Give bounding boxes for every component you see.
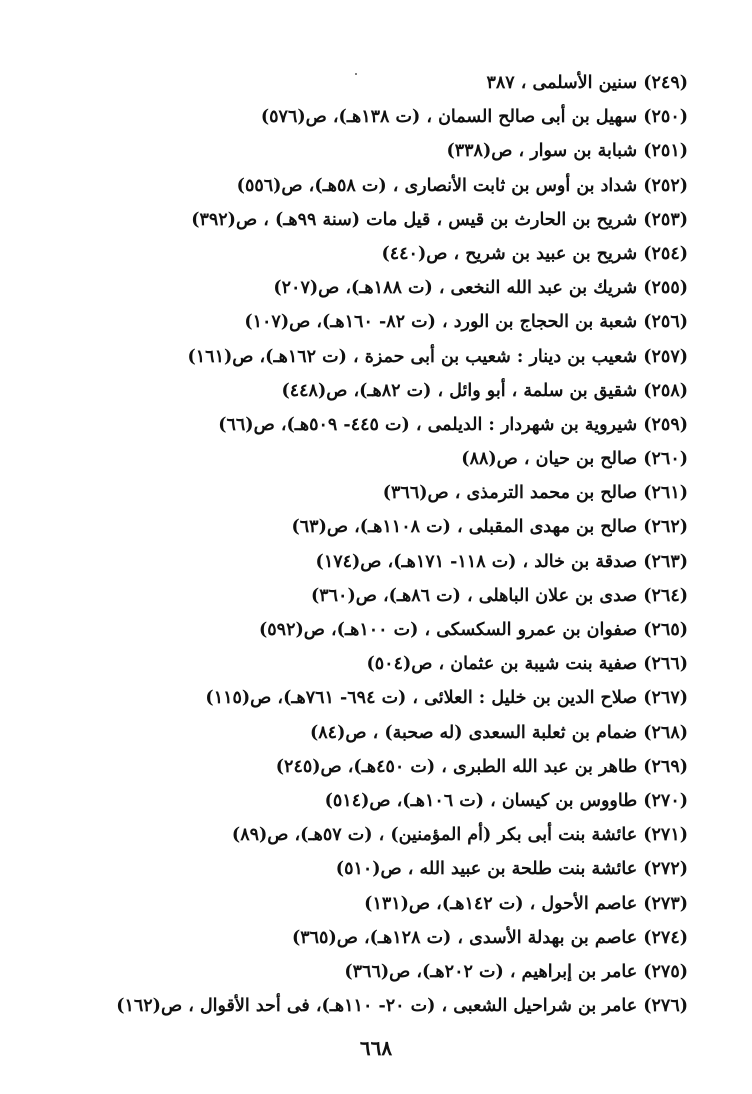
index-entry-255: (٢٥٥) شريك بن عبد الله النخعى ، (ت ١٨٨هـ)، ص(٢٠٧) — [273, 278, 688, 299]
index-entry-268: (٢٦٨) ضمام بن ثعلبة السعدى (له صحبة) ، ص(٨٤) — [309, 722, 688, 743]
index-entry-270: (٢٧٠) طاووس بن كيسان ، (ت ١٠٦هـ)، ص(٥١٤) — [324, 790, 688, 811]
index-entry-272: (٢٧٢) عائشة بنت طلحة بن عبيد الله ، ص(٥١٠) — [335, 859, 688, 880]
index-entry-259: (٢٥٩) شيروية بن شهردار : الديلمى ، (ت ٤٤٥- ٥٠٩هـ)، ص(٦٦) — [218, 414, 688, 435]
index-entry-265: (٢٦٥) صفوان بن عمرو السكسكى ، (ت ١٠٠هـ)، ص(٥٩٢) — [259, 620, 688, 640]
index-entry-254: (٢٥٤) شريح بن عبيد بن شريح ، ص(٤٤٠) — [381, 243, 688, 264]
index-entry-263: (٢٦٣) صدقة بن خالد ، (ت ١١٨- ١٧١هـ)، ص(١٧٤) — [315, 551, 688, 572]
index-entry-260: (٢٦٠) صالح بن حيان ، ص(٨٨) — [461, 449, 688, 470]
page-number: ٦٦٨ — [359, 1036, 393, 1060]
index-entry-274: (٢٧٤) عاصم بن بهدلة الأسدى ، (ت ١٢٨هـ)، ص(٣٦٥) — [291, 927, 688, 948]
index-entry-269: (٢٦٩) طاهر بن عبد الله الطبرى ، (ت ٤٥٠هـ)، ص(٢٤٥) — [275, 756, 688, 777]
index-entry-275: (٢٧٥) عامر بن إبراهيم ، (ت ٢٠٢هـ)، ص(٣٦٦) — [344, 961, 688, 982]
index-entry-251: (٢٥١) شبابة بن سوار ، ص(٣٣٨) — [446, 141, 688, 162]
index-entry-261: (٢٦١) صالح بن محمد الترمذى ، ص(٣٦٦) — [382, 483, 688, 504]
index-entry-249: (٢٤٩) سنين الأسلمى ، ٣٨٧ — [486, 73, 688, 93]
index-entry-276: (٢٧٦) عامر بن شراحيل الشعبى ، (ت ٢٠- ١١٠هـ)، فى أحد الأقوال ، ص(١٦٢) — [116, 996, 688, 1017]
biography-index-list — [78, 66, 688, 1023]
index-entry-267: (٢٦٧) صلاح الدين بن خليل : العلائى ، (ت ٦٩٤- ٧٦١هـ)، ص(١١٥) — [205, 688, 688, 709]
index-entry-258: (٢٥٨) شقيق بن سلمة ، أبو وائل ، (ت ٨٢هـ)، ص(٤٤٨) — [281, 380, 688, 401]
index-entry-252: (٢٥٢) شداد بن أوس بن ثابت الأنصارى ، (ت ٥٨هـ)، ص(٥٥٦) — [236, 175, 688, 196]
index-entry-273: (٢٧٣) عاصم الأحول ، (ت ١٤٢هـ)، ص(١٣١) — [364, 893, 688, 914]
index-entry-264: (٢٦٤) صدى بن علان الباهلى ، (ت ٨٦هـ)، ص(٣٦٠) — [310, 585, 688, 606]
index-entry-262: (٢٦٢) صالح بن مهدى المقبلى ، (ت ١١٠٨هـ)، ص(٦٣) — [291, 517, 688, 538]
index-entry-256: (٢٥٦) شعبة بن الحجاج بن الورد ، (ت ٨٢- ١٦٠هـ)، ص(١٠٧) — [244, 312, 688, 333]
index-entry-271: (٢٧١) عائشة بنت أبى بكر (أم المؤمنين) ، (ت ٥٧هـ)، ص(٨٩) — [231, 825, 688, 846]
index-entry-257: (٢٥٧) شعيب بن دينار : شعيب بن أبى حمزة ، (ت ١٦٢هـ)، ص(١٦١) — [187, 346, 688, 367]
index-entry-250: (٢٥٠) سهيل بن أبى صالح السمان ، (ت ١٣٨هـ)، ص(٥٧٦) — [260, 107, 688, 128]
index-entry-253: (٢٥٣) شريح بن الحارث بن قيس ، قيل مات (سنة ٩٩هـ) ، ص(٣٩٢) — [191, 209, 688, 230]
index-entry-266: (٢٦٦) صفية بنت شيبة بن عثمان ، ص(٥٠٤) — [366, 654, 688, 675]
